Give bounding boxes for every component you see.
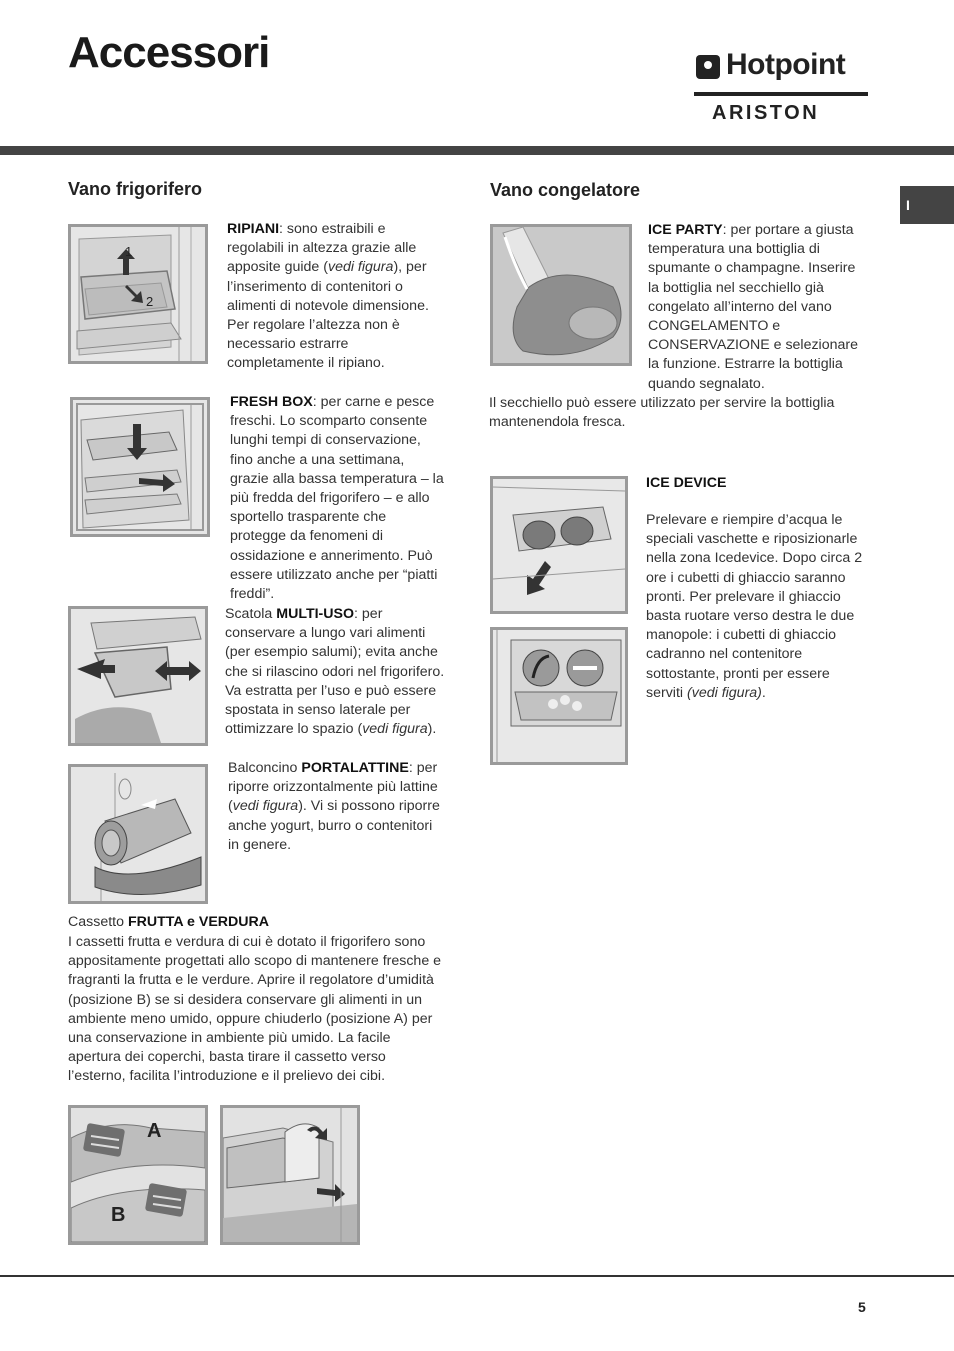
shelf-figure — [68, 224, 208, 364]
ice-party-figure — [490, 224, 632, 366]
portalattine-emphasis: vedi figura — [232, 798, 299, 815]
brand-sub: ARISTON — [712, 102, 820, 124]
section-heading-freezer: Vano congelatore — [490, 180, 641, 200]
page-number: 5 — [858, 1299, 866, 1315]
brand-mark-icon — [696, 55, 720, 79]
fresh-box-label: FRESH BOX — [230, 394, 313, 410]
multi-uso-emphasis: vedi figura — [362, 721, 428, 738]
ice-device-label-wrap — [646, 474, 868, 493]
cassetto-title — [68, 913, 446, 932]
cassetto-prefix: Cassetto — [68, 914, 128, 930]
cassetto-label: FRUTTA e VERDURA — [127, 914, 270, 930]
brand-name: Hotpoint — [726, 48, 846, 81]
multi-uso-figure — [68, 606, 208, 746]
ripiani-text — [227, 220, 445, 374]
ice-device-emphasis: (vedi figura) — [687, 684, 762, 701]
figure-mark-1: 1 — [125, 244, 133, 259]
position-a-mark: A — [147, 1120, 162, 1142]
cassetto-text: I cassetti frutta e verdura di cui è dotato il frigorifero sono appositamente progettati allo scopo di mantenere fresche e fragranti la frutta e le verdure. Aprire il regolatore d’umidità (posizione B) se si desidera conservare gli alimenti in un ambiente meno umido, oppure chiuderlo (posizione A) per una conservazione in ambiente più umido. La facile apertura dei coperchi, basta tirare il cassetto verso l’esterno, facilita l’introduzione e il prelievo dei cibi. — [68, 934, 442, 1085]
ice-device-knobs-figure — [490, 627, 628, 765]
ripiani-emphasis: vedi figura — [327, 259, 394, 276]
figure-mark-2: 2 — [146, 294, 154, 309]
ripiani-body-end: ), per l’inserimento di contenitori o alimenti di notevole dimensione. Per regolare l’altezza non è necessario estrarre completamente il ripiano. — [227, 259, 429, 372]
ice-device-label: ICE DEVICE — [646, 475, 727, 491]
page-title: Accessori — [68, 28, 270, 77]
ice-device-body: Prelevare e riempire d’acqua le speciali vaschette e riposizionarle nella zona Icedevice. Dopo circa 2 ore i cubetti di ghiaccio saranno pronti. Per prelevare il ghiaccio basta ruotare verso destra le due manopole: i cubetti di ghiaccio cadranno nel contenitore sottostante, pronti per essere serviti — [646, 512, 863, 701]
portalattine-text — [228, 759, 446, 855]
ice-device-text — [646, 511, 868, 703]
brand-logo — [694, 48, 870, 128]
ice-party-label: ICE PARTY — [648, 222, 723, 238]
section-heading-fridge: Vano frigorifero — [68, 179, 203, 199]
portalattine-prefix: Balconcino — [228, 760, 302, 776]
ripiani-body: : sono estraibili e regolabili in altezza grazie alle apposite guide ( — [227, 221, 417, 276]
multi-uso-body: : per conservare a lungo vari alimenti (per esempio salumi); evita anche che si rilascino odori nel frigorifero. Va estratta per l’uso e può essere spostata in senso laterale per ottimizzare lo spazio ( — [225, 606, 445, 738]
ripiani-label: RIPIANI — [227, 221, 280, 237]
portalattine-label: PORTALATTINE — [301, 760, 409, 776]
position-b-mark: B — [111, 1204, 126, 1226]
portalattine-body: : per riporre orizzontalmente più lattine ( — [228, 760, 438, 815]
multi-uso-body-end: ). — [427, 721, 437, 738]
multi-uso-text — [225, 605, 447, 739]
footer-rule — [0, 1275, 954, 1277]
portalattine-figure — [68, 764, 208, 904]
header-rule — [0, 146, 954, 155]
humidity-regulator-figure — [68, 1105, 208, 1245]
multi-uso-label: MULTI-USO — [276, 606, 355, 622]
logo-divider — [694, 92, 868, 96]
multi-uso-prefix: Scatola — [225, 606, 277, 622]
ice-party-body: : per portare a giusta temperatura una bottiglia di spumante o champagne. Inserire la bottiglia nel secchiello già congelato all’interno del vano CONGELAMENTO e CONSERVAZIONE e selezionare la funzione. Estrarre la bottiglia quando segnalato. — [648, 222, 858, 392]
drawer-lid-figure — [220, 1105, 360, 1245]
fresh-box-body: : per carne e pesce freschi. Lo scomparto consente lunghi tempi di conservazione, fino anche a una settimana, grazie alla bassa temperatura – la più fredda del frigorifero – e allo sportello trasparente che protegge da fenomeni di ossidazione e annerimento. Può essere utilizzato anche per “piatti freddi”. — [230, 394, 444, 603]
ice-party-text — [648, 221, 870, 394]
ice-party-text-2: Il secchiello può essere utilizzato per servire la bottiglia mantenendola fresca. — [489, 395, 835, 431]
portalattine-body-end: ). Vi si possono riporre anche yogurt, burro o contenitori in genere. — [228, 798, 440, 853]
fresh-box-figure — [70, 397, 210, 537]
ice-device-tray-figure — [490, 476, 628, 614]
language-tab — [900, 186, 954, 224]
ice-device-body-end: . — [761, 684, 766, 701]
language-tab-label: I — [906, 197, 910, 213]
fresh-box-text — [230, 393, 445, 604]
